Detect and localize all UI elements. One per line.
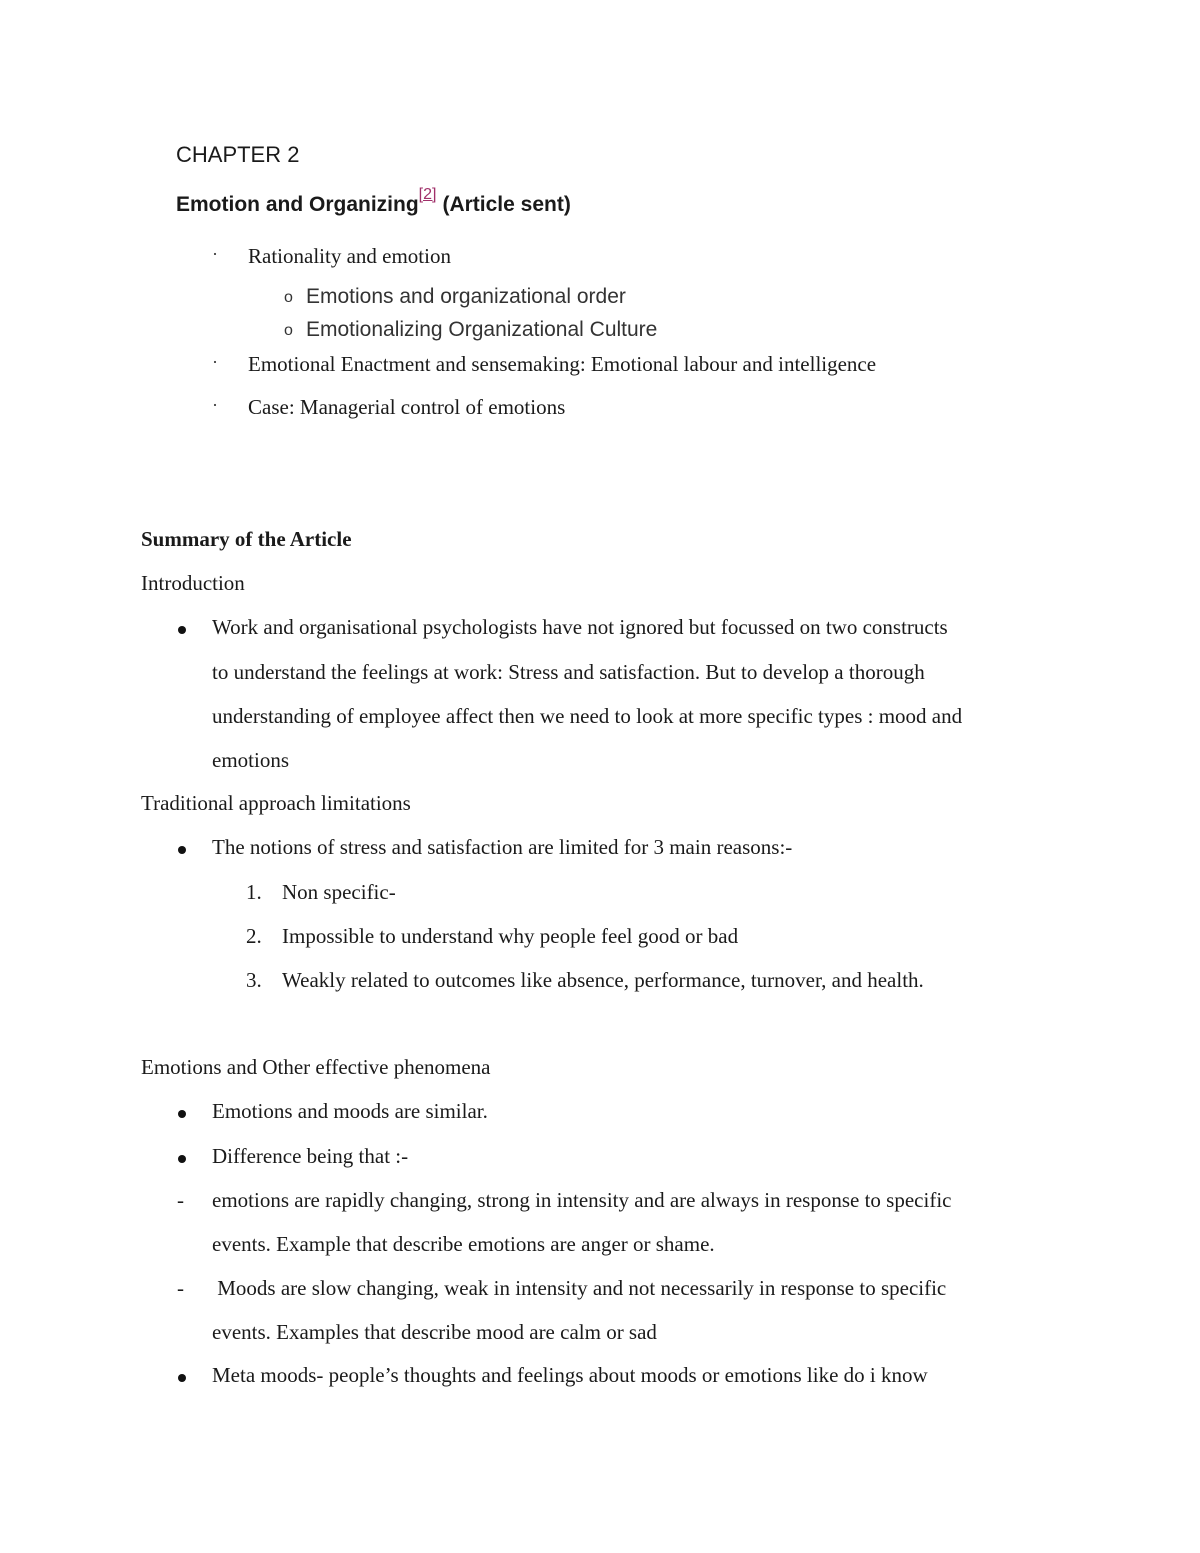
intro-line: to understand the feelings at work: Stress and satisfaction. But to develop a thorough: [212, 660, 925, 684]
bullet-glyph: ·: [212, 352, 218, 372]
numbered-item: Impossible to understand why people feel good or bad: [282, 924, 739, 948]
dash-marker: -: [177, 1188, 184, 1212]
bullet-dot: [178, 846, 186, 854]
intro-line: Work and organisational psychologists have not ignored but focussed on two constructs: [212, 615, 948, 639]
article-title-text: Emotion and Organizing: [176, 193, 419, 216]
outline-item-enactment: Emotional Enactment and sensemaking: Emotional labour and intelligence: [248, 352, 877, 376]
footnote-link[interactable]: [2]: [418, 186, 437, 203]
traditional-bullet: The notions of stress and satisfaction are limited for 3 main reasons:-: [212, 835, 793, 859]
traditional-heading: Traditional approach limitations: [141, 791, 411, 815]
numbered-item: Non specific-: [282, 880, 396, 904]
bullet-glyph: ·: [212, 244, 218, 264]
bullet-dot: [178, 1110, 186, 1118]
outline-subitem-order: Emotions and organizational order: [306, 285, 626, 308]
outline-item-rationality: Rationality and emotion: [248, 244, 451, 268]
bullet-dot: [178, 1374, 186, 1382]
article-title: [176, 186, 571, 217]
sub-bullet-glyph: o: [284, 322, 293, 339]
bullet-glyph: ·: [212, 395, 218, 415]
emotions-bullet: Emotions and moods are similar.: [212, 1099, 488, 1123]
outline-subitem-culture: Emotionalizing Organizational Culture: [306, 318, 658, 341]
article-title-suffix: (Article sent): [442, 193, 571, 216]
dash-item-line: emotions are rapidly changing, strong in intensity and are always in response to specific: [212, 1188, 952, 1212]
numbered-label: 2.: [246, 924, 262, 948]
bullet-dot: [178, 626, 186, 634]
dash-marker: -: [177, 1276, 184, 1300]
meta-moods-bullet: Meta moods- people’s thoughts and feelings about moods or emotions like do i know: [212, 1363, 928, 1387]
outline-item-case: Case: Managerial control of emotions: [248, 395, 566, 419]
bullet-dot: [178, 1155, 186, 1163]
numbered-label: 1.: [246, 880, 262, 904]
emotions-bullet: Difference being that :-: [212, 1144, 409, 1168]
numbered-label: 3.: [246, 968, 262, 992]
dash-item-line: events. Example that describe emotions are anger or shame.: [212, 1232, 715, 1256]
dash-item-line: events. Examples that describe mood are calm or sad: [212, 1320, 657, 1344]
sub-bullet-glyph: o: [284, 289, 293, 306]
dash-item-line: Moods are slow changing, weak in intensity and not necessarily in response to specific: [212, 1276, 947, 1300]
emotions-heading: Emotions and Other effective phenomena: [141, 1055, 491, 1079]
chapter-heading: CHAPTER 2: [176, 142, 300, 167]
intro-line: understanding of employee affect then we need to look at more specific types : mood and: [212, 704, 963, 728]
numbered-item: Weakly related to outcomes like absence, performance, turnover, and health.: [282, 968, 924, 992]
intro-heading: Introduction: [141, 571, 245, 595]
summary-title: Summary of the Article: [141, 527, 352, 551]
intro-line: emotions: [212, 748, 289, 772]
